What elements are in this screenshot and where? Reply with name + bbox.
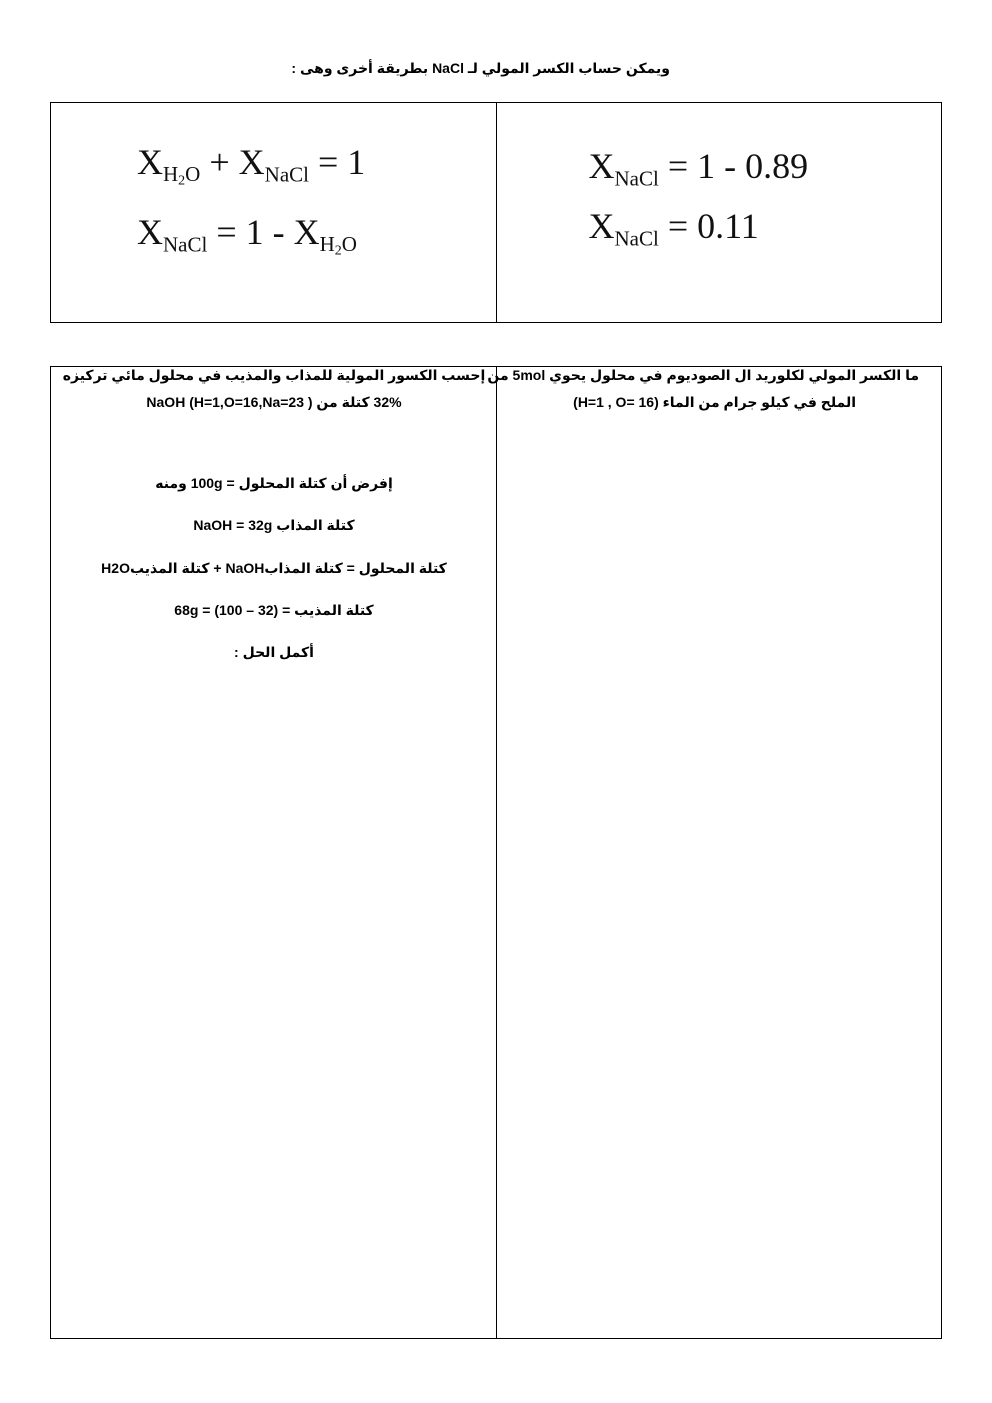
equations-right-cell <box>497 103 942 322</box>
solution-step-solvent-mass: كتلة المذيب = 68g = (100 – 32) <box>174 602 374 618</box>
solution-step-solute-mass: كتلة المذاب NaOH = 32g <box>193 517 355 533</box>
exercise-nacl-question-line2: الملح في كيلو جرام من الماء (H=1 , O= 16) <box>573 394 856 410</box>
exercise-naoh-question-line1: إحسب الكسور المولية للمذاب والمذيب في محلول مائي تركيزه <box>62 367 486 383</box>
equations-left-cell <box>51 103 497 322</box>
equation-sum: $X_{H_2O} + X_{NaCl} = 1$ <box>137 142 366 189</box>
equation-nacl-result: $X_{NaCl} = 0.11$ <box>588 206 759 251</box>
solution-step-complete: أكمل الحل : <box>234 644 314 660</box>
equations-table <box>50 102 942 323</box>
exercise-nacl-cell <box>487 367 942 1338</box>
equation-nacl-expression: $X_{NaCl} = 1 - X_{H_2O}$ <box>137 212 357 259</box>
solution-step-mass-relation: كتلة المحلول = كتلة المذابNaOH + كتلة المذيبH2O <box>101 560 447 576</box>
exercise-naoh-cell <box>51 367 497 1338</box>
exercises-table <box>50 366 942 1339</box>
exercise-naoh-question-line2: 32% كتلة من NaOH (H=1,O=16,Na=23 ) <box>146 394 402 410</box>
page-heading: ويمكن حساب الكسر المولي لـ NaCl بطريقة أخرى وهى : <box>291 60 670 76</box>
exercise-nacl-question-line1: ما الكسر المولي لكلوريد ال الصوديوم في محلول يحوي 5mol من <box>487 367 919 383</box>
solution-step-assume: إفرض أن كتلة المحلول = 100g ومنه <box>155 475 393 491</box>
equation-nacl-subtraction: $X_{NaCl} = 1 - 0.89$ <box>588 146 809 191</box>
